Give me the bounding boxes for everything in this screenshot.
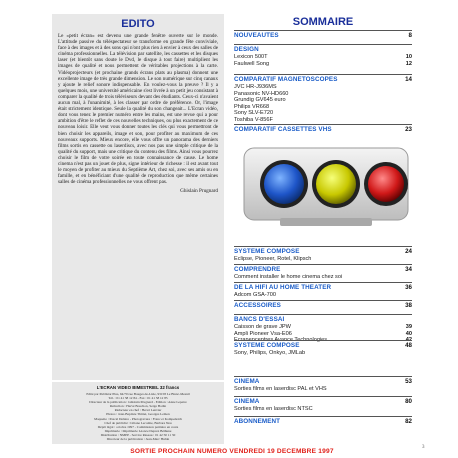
toc-section <box>234 246 412 263</box>
toc-section-name: NOUVEAUTES <box>234 32 279 39</box>
toc-section-page: 24 <box>405 248 412 255</box>
toc-item-label: Grundig GV645 euro <box>234 97 286 104</box>
toc-section-name: DE LA HIFI AU HOME THEATER <box>234 284 332 291</box>
toc-section-header <box>234 74 412 84</box>
credits-title: L'ECRAN VIDEO BIMESTRIEL 32 francs <box>96 385 180 390</box>
toc-section-page: 8 <box>408 32 412 39</box>
toc-section-page: 82 <box>405 418 412 425</box>
toc-section <box>234 44 412 67</box>
toc-section-name: ABONNEMENT <box>234 418 281 425</box>
toc-section <box>234 300 412 310</box>
toc-section <box>234 416 412 426</box>
sommaire-panel <box>234 14 412 446</box>
toc-item <box>234 61 412 68</box>
toc-item <box>234 406 412 413</box>
toc-item <box>234 386 412 393</box>
toc-item-label: Adcom GSA-700 <box>234 292 276 298</box>
toc-section <box>234 124 412 134</box>
toc-section-header <box>234 396 412 406</box>
credits-lines <box>57 392 219 441</box>
toc-item <box>234 91 412 98</box>
toc-section-name: COMPRENDRE <box>234 266 281 273</box>
toc-item-label: Sony SLV-E720 <box>234 110 274 117</box>
toc-item <box>234 117 412 124</box>
toc-item <box>234 104 412 111</box>
toc-section-page: 36 <box>405 284 412 291</box>
toc-item-label: Toshiba V-856F <box>234 116 273 123</box>
toc-section-header <box>234 314 412 324</box>
toc-item-page: 40 <box>405 330 412 337</box>
toc-section-name: SYSTEME COMPOSE <box>234 248 300 255</box>
toc-item-label: Faulwell Song <box>234 60 270 67</box>
toc-item-page: 12 <box>405 60 412 67</box>
toc-section-name: CINEMA <box>234 398 260 405</box>
toc-section <box>234 376 412 393</box>
credits-box <box>52 382 224 444</box>
credits-line: Rédaction : Hervé Bouchon, Serge Bodin <box>109 404 167 409</box>
toc-item-label: Sorties films en laserdisc PAL et VHS <box>234 386 327 392</box>
toc-section-page: 80 <box>405 398 412 405</box>
toc-section-name: SYSTEME COMPOSE <box>234 342 300 349</box>
credits-line: Photos : Jean-Baptiste Thiriet, Georges Lemon <box>106 412 170 417</box>
toc-section-name: DESIGN <box>234 46 259 53</box>
toc-item <box>234 97 412 104</box>
toc-section-page: 34 <box>405 266 412 273</box>
toc-section-page: 48 <box>405 342 412 349</box>
toc-section-page: 14 <box>405 76 412 83</box>
toc-item <box>234 274 412 281</box>
toc-item-label: Sorties films en laserdisc NTSC <box>234 406 313 412</box>
toc-item <box>234 292 412 299</box>
toc-section <box>234 74 412 124</box>
toc-item-label: Panasonic NV-HD660 <box>234 90 289 97</box>
toc-item <box>234 350 412 357</box>
credits-line: Directeur de la publication : Ghislain Prugnard - Edition : Anne Lepetre <box>89 400 187 405</box>
toc-section-header <box>234 44 412 54</box>
toc-section-header <box>234 340 412 350</box>
toc-section-header <box>234 416 412 426</box>
toc-section <box>234 396 412 413</box>
toc-section-header <box>234 246 412 256</box>
credits-line: Directeur de la publication : Jean-Marc Hubin <box>106 437 170 442</box>
edito-panel <box>52 14 224 380</box>
toc-section-header <box>234 264 412 274</box>
toc-item-label: Philips VR668 <box>234 103 270 110</box>
toc-item <box>234 331 412 338</box>
sommaire-title: SOMMAIRE <box>292 16 354 28</box>
toc-section-page: 38 <box>405 302 412 309</box>
toc-item-page: 42 <box>405 337 412 344</box>
toc-item-label: Sony, Philips, Onkyo, JMLab <box>234 350 306 356</box>
credits-line: Tél. : 01 41 58 12 84 - Fax : 01 41 58 12 85 <box>108 396 168 401</box>
toc-item <box>234 324 412 331</box>
toc-item-label: Lexicon 500T <box>234 54 268 60</box>
toc-section-name: CINEMA <box>234 378 260 385</box>
toc-section-header <box>234 376 412 386</box>
videoprojector-illustration <box>240 138 412 230</box>
toc-item <box>234 84 412 91</box>
toc-section-name: BANCS D'ESSAI <box>234 316 285 323</box>
credits-line: Chef de publicité : Liliane Lecomte, Barbara Neu <box>104 420 172 425</box>
toc-section-name: COMPARATIF MAGNETOSCOPES <box>234 76 338 83</box>
toc-section-name: COMPARATIF CASSETTES VHS <box>234 126 332 133</box>
toc-item-label: Eclipse, Pioneer, Rotel, Klipsch <box>234 256 312 262</box>
toc-item-label: Caisson de grave JPW <box>234 324 291 330</box>
page-number: 3 <box>422 445 425 450</box>
credits-line: Dépôt légal : octobre 1997 - Commission paritaire en cours <box>97 424 179 429</box>
credits-line: Edité par Publistar Plus, 64/70 rue Bouget-de-Lisle, 93158 Le Blanc-Mesnil <box>86 392 190 396</box>
toc-item-page: 39 <box>405 324 412 330</box>
toc-section-header <box>234 300 412 310</box>
toc-item-label: Ecranencentres Avance Technologies <box>234 337 328 344</box>
toc-section <box>234 264 412 281</box>
toc-item-label: Ampli Pioneer Vsa-E06 <box>234 330 292 337</box>
toc-section-header <box>234 124 412 134</box>
toc-section <box>234 282 412 299</box>
credits-line: Maquette : Pascal Delatre - Photogravure : Franc et Kompedeich <box>94 416 182 421</box>
edito-signature: Ghislain Prugnard <box>180 188 218 195</box>
toc-section <box>234 340 412 357</box>
toc-item <box>234 54 412 61</box>
toc-section-page: 23 <box>405 126 412 133</box>
toc-section-name: ACCESSOIRES <box>234 302 281 309</box>
toc-item-label: Comment installer le home cinema chez soi <box>234 274 343 280</box>
edito-body: Le «petit écran» est devenu une grande fenêtre ouverte sur le monde. L'attitude passive du téléspectateur se transforme en grande fête conviviale, face à des images et à des sons qui n'ont plus rien à envier à ceux des salles de cinéma professionnelles. La télévision par satellite, les cassettes et les disques laser (et bientôt sans doute le Dvd, le disque à tout faire) multiplient les images de qualité et nous permettent de véritables projections à la carte. Vidéoprojecteurs (et prochaine grands écrans plats au plasma) donnent une excellente image de très grande dimension. Le son numérique sur cinq canaux y ajoute le relief sonore indispensable. En voulez-vous la preuve ? Il y a quelques mois, une université américaine s'est livrée à un petit jeu consistant à comparer la qualité de trois téléviseurs devant des étudiants. Ceux-ci n'avaient aucun mal, à l'unanimité, à les classer par ordre de préférence. Or, l'image était strictement identique. Seule la qualité du son changeait... L'Ecran vidéo, dont vous tenez le premier numéro entre les mains, est une revue qui a pour ambition d'être le reflet de ces nouvelles techniques, ou plus exactement de ce nouveau loisir. Elle veut vous donner toutes les clés qui vous permettront de bien choisir les appareils, image et son, pour profiter au maximum de ces nouveaux supports. Mieux encore, elle vous offre un panorama des derniers films sortis en cassette ou laserdiscs, avec nos pas une simple critique de la qualité du support, mais une critique du contenu des films. Ainsi vous pourrez choisir le film de votre soirée en toute connaissance de cause. Le home cinema n'est pas un jouet de plus, signe intérieur de richesse : il est avant tout le moyen de profiter au mieux du Septième Art, chez soi, avec ses amis ou en famille, et en bénéficiant d'une qualité de reproduction que même certaines salles de cinéma professionnelles ne vous offrent pas. <box>58 33 218 186</box>
toc-item-page: 10 <box>405 54 412 60</box>
toc-item-label: JVC HR-J936MS <box>234 84 277 90</box>
toc-section <box>234 30 412 40</box>
credits-line: Rédacteur en chef : Hervé Lenvier <box>114 408 162 413</box>
toc-section-header <box>234 30 412 40</box>
toc-item <box>234 110 412 117</box>
toc-section-page: 53 <box>405 378 412 385</box>
credits-line: Distribution : NMPP - Service Réseau : 01 42 50 11 30 <box>100 432 176 437</box>
edito-title: EDITO <box>121 18 155 30</box>
credits-line: Imprimerie : Imprimerie Léonce Deprez Béthune <box>104 428 172 433</box>
toc-section-header <box>234 282 412 292</box>
toc-item <box>234 256 412 263</box>
next-issue-banner: SORTIE PROCHAIN NUMERO VENDREDI 19 DECEMBRE 1997 <box>130 448 334 455</box>
projector-base <box>280 218 372 226</box>
